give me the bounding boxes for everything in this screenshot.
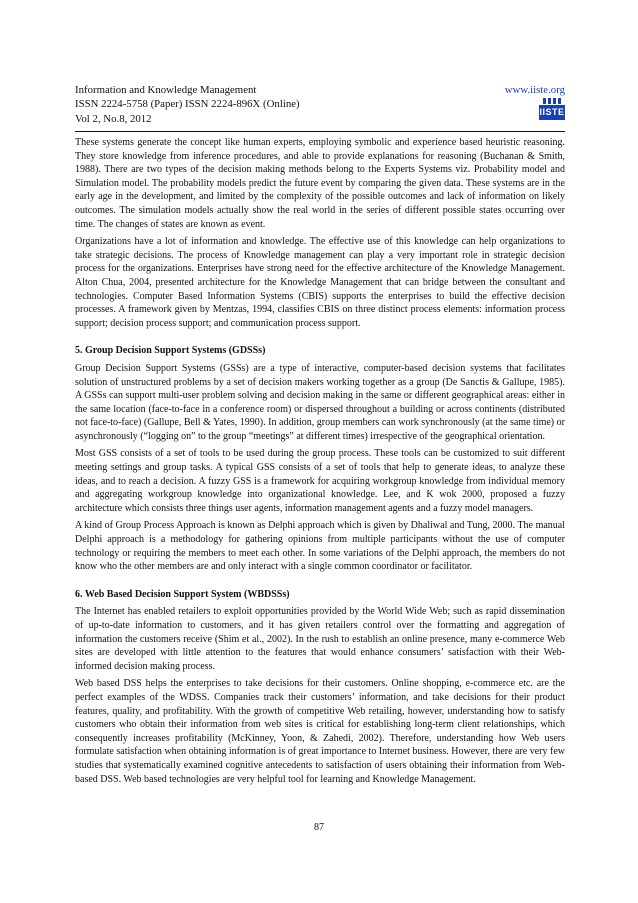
paragraph: A kind of Group Process Approach is known as Delphi approach which is given by Dhaliwal and Tung, 2000. The manual Delphi approach is a methodology for gathering opinions from multiple participants without the use of computer technology or requiring the members to meet each other. In some variations of the Delphi approach, the members do not know who the other members are and only interact with a single common coordinator or facilitator.: [75, 520, 565, 573]
paragraph: Group Decision Support Systems (GSSs) are a type of interactive, computer-based decision systems that facilitates solution of unstructured problems by a set of decision makers working together as a group (De Sanctis & Gallupe, 1985). A GSSs can support multi-user problem solving and decision making in the same or different geographical areas: either in the same location (face-to-face in a conference room) or dispersed throughout a building or across continents (distributed not face-to-face) (Gallupe, Bell & Yates, 1990). In addition, group members can work synchronously (at the same time) or asynchronously (“logging on” to the group “meetings” at different times) irrespective of the geographical orientation.: [75, 362, 565, 442]
section-heading-gdss: 5. Group Decision Support Systems (GDSSs): [75, 345, 266, 357]
publisher-url-link[interactable]: www.iiste.org: [504, 84, 565, 96]
journal-title: Information and Knowledge Management: [75, 84, 257, 96]
paragraph: Most GSS consists of a set of tools to be used during the group process. These tools can be customized to suit different meeting settings and group tasks. A typical GSS consists of a set of tools that help to generate ideas, to analyze these ideas, and to reach a decision. A fuzzy GSS is a framework for acquiring workgroup knowledge from individual memory and aggregating workgroup knowledge into organizational knowledge. Lee, and K wok 2000, proposed a fuzzy architecture which consists three things user agents, information management agents and a fuzzy model managers.: [75, 448, 565, 514]
journal-volume: Vol 2, No.8, 2012: [75, 112, 152, 125]
paragraph: These systems generate the concept like human experts, employing symbolic and experience based heuristic reasoning. They store knowledge from inference procedures, and able to provide explanations for reasoning (Buchanan & Smith, 1988). There are two types of the decision making methods belong to the Experts Systems viz. Probability model and Simulation model. The probability models predict the future event by comparing the given data. These systems are in the early age in the development, and limited by the complexity of the possible outcomes and lack of information on likely outcomes. The simulation models actually show the real world in the series of different possible states occurring over time. The changes of states are known as event.: [75, 137, 565, 230]
paragraph: The Internet has enabled retailers to exploit opportunities provided by the World Wide Web; such as rapid dissemination of up-to-date information to customers, and it has given retailers control over the formatting and aggregation of information the customers receive (Shim et al., 2002). In the rush to establish an online presence, many e-commerce Web sites are developed with little attention to the features that would enhance consumers’ satisfaction with their Web-informed decision making process.: [75, 606, 565, 672]
page-number: 87: [314, 822, 324, 833]
journal-info: [75, 83, 300, 126]
article-body: [75, 136, 565, 790]
publisher-info: [505, 83, 565, 125]
logo-bars: [539, 98, 565, 104]
logo-text: IISTE: [539, 105, 565, 120]
paragraph: Organizations have a lot of information and knowledge. The effective use of this knowledge can help organizations to take strategic decisions. The process of Knowledge management can play a very important role in strategic decision process for the organizations. Enterprises have strong need for the effective architecture of the Knowledge Management. Alton Chua, 2004, presented architecture for the Knowledge Management that can bridge between the consultant and technologies. Computer Based Information Systems (CBIS) supports the enterprises to build the effective decision processes. A framework given by Mentzas, 1994, classifies CBIS on three distinct process elements: information process support; decision process support; and communication process support.: [75, 236, 565, 329]
paragraph: Web based DSS helps the enterprises to take decisions for their customers. Online shopping, e-commerce etc. are the perfect examples of the WDSS. Companies track their customers’ information, and take decisions for their product features, quality, and profitability. With the growth of competitive Web retailing, however, understanding how to satisfy customers who obtain their information from web sites is critical for establishing long-term client relationships, which consequently increases profitability (McKinney, Yoon, & Zahedi, 2002). Therefore, understanding how Web users formulate satisfaction when obtaining information is of great importance to Internet business. However, there are very few studies that systematically examined cognitive antecedents to satisfaction of users obtaining their information from Web-based DSS. Web based technologies are very helpful tool for learning and Knowledge Management.: [75, 678, 565, 785]
iiste-logo-icon: [539, 98, 565, 120]
header-divider: [75, 131, 565, 132]
journal-issn: ISSN 2224-5758 (Paper) ISSN 2224-896X (Online): [75, 98, 300, 111]
section-heading-wbdss: 6. Web Based Decision Support System (WBDSSs): [75, 588, 290, 600]
page-header: [75, 83, 565, 129]
